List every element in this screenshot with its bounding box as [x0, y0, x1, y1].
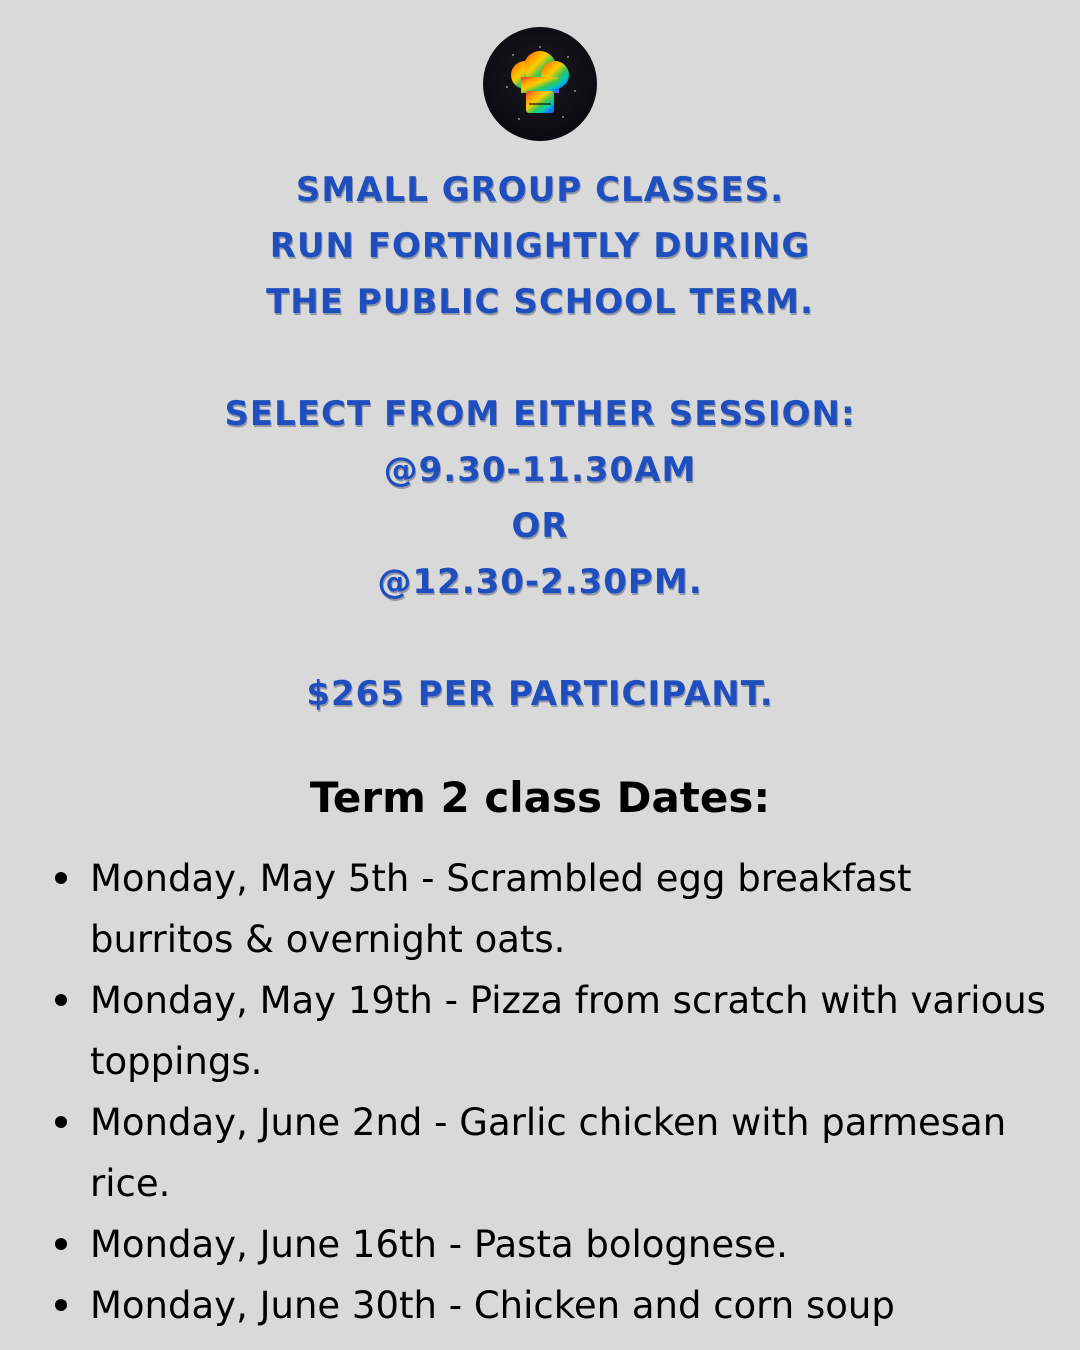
- info-line-or: OR: [511, 506, 569, 546]
- bullet-icon: [55, 1238, 67, 1250]
- bullet-icon: [55, 872, 67, 884]
- info-line-price: $265 PER PARTICIPANT.: [306, 674, 774, 714]
- dates-heading: Term 2 class Dates:: [309, 773, 771, 822]
- list-item: [50, 970, 1060, 1092]
- info-spacer: [0, 330, 1080, 386]
- dates-list: [50, 848, 1060, 1336]
- logo: [483, 27, 597, 141]
- class-info: [0, 162, 1080, 722]
- info-line-small-group: SMALL GROUP CLASSES.: [295, 170, 785, 210]
- chef-hat-icon: [483, 27, 597, 141]
- list-item-text: Monday, June 16th - Pasta bolognese.: [90, 1223, 788, 1266]
- list-item-text: Monday, May 5th - Scrambled egg breakfast burritos & overnight oats.: [90, 857, 912, 961]
- bullet-icon: [55, 1116, 67, 1128]
- list-item: [50, 1214, 1060, 1275]
- list-item-text: Monday, June 30th - Chicken and corn soup: [90, 1284, 895, 1327]
- info-spacer: [0, 610, 1080, 666]
- list-item: [50, 848, 1060, 970]
- bullet-icon: [55, 994, 67, 1006]
- info-line-select-session: SELECT FROM EITHER SESSION:: [224, 394, 856, 434]
- info-line-afternoon-session: @12.30-2.30PM.: [377, 562, 703, 602]
- list-item-text: Monday, June 2nd - Garlic chicken with parmesan rice.: [90, 1101, 1007, 1205]
- list-item: [50, 1092, 1060, 1214]
- list-item-text: Monday, May 19th - Pizza from scratch with various toppings.: [90, 979, 1046, 1083]
- info-line-fortnightly: RUN FORTNIGHTLY DURING: [269, 226, 811, 266]
- info-line-school-term: THE PUBLIC SCHOOL TERM.: [266, 282, 814, 322]
- list-item: [50, 1275, 1060, 1336]
- bullet-icon: [55, 1299, 67, 1311]
- info-line-morning-session: @9.30-11.30AM: [383, 450, 697, 490]
